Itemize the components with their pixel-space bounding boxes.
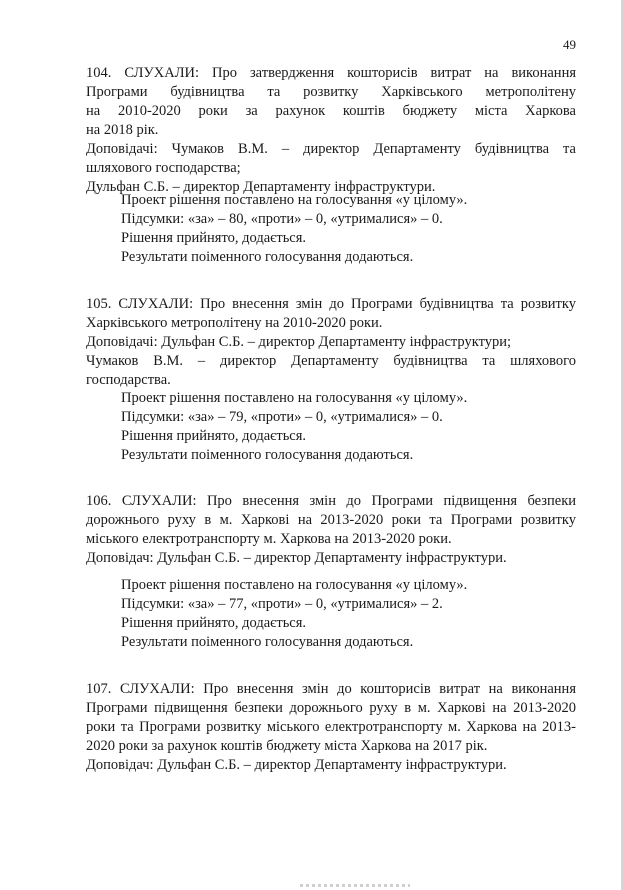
speaker-line: шляхового господарства; [86,160,241,176]
scan-artifact [300,884,410,887]
page-number: 49 [563,37,576,52]
item-line: роки та Програми розвитку міського електротранспорту м. Харкова на 2013- [86,719,576,735]
vote-decision: Рішення прийнято, додається. [121,230,307,246]
vote-attached: Результати поіменного голосування додаються. [121,249,414,265]
vote-block-106 [121,576,467,652]
item-line: Програми підвищення безпеки дорожнього руху в м. Харкові на 2013-2020 [86,700,576,716]
speaker-line: господарства. [86,372,171,388]
speaker-line: Дульфан С.Б. – директор Департаменту інфраструктури. [86,179,436,195]
item-line: на 2010-2020 роки за рахунок коштів бюджету міста Харкова [86,103,576,119]
item-line: 104. СЛУХАЛИ: Про затвердження кошторисів витрат на виконання [86,65,576,81]
item-line: 2020 роки за рахунок коштів бюджету міста Харкова на 2017 рік. [86,738,488,754]
vote-project: Проект рішення поставлено на голосування «у цілому». [121,577,468,593]
vote-project: Проект рішення поставлено на голосування «у цілому». [121,390,468,406]
vote-decision: Рішення прийнято, додається. [121,428,307,444]
vote-attached: Результати поіменного голосування додаються. [121,447,414,463]
vote-results: Підсумки: «за» – 77, «проти» – 0, «утрималися» – 2. [121,596,443,612]
agenda-item-106 [86,492,576,568]
vote-attached: Результати поіменного голосування додаються. [121,634,414,650]
vote-decision: Рішення прийнято, додається. [121,615,307,631]
agenda-item-107 [86,680,576,775]
item-line: дорожнього руху в м. Харкові на 2013-2020 роки та Програми розвитку [86,512,576,528]
speaker-line: Доповідачі: Дульфан С.Б. – директор Департаменту інфраструктури; [86,334,512,350]
vote-results: Підсумки: «за» – 79, «проти» – 0, «утрималися» – 0. [121,409,443,425]
item-line: 105. СЛУХАЛИ: Про внесення змін до Програми будівництва та розвитку [86,296,576,312]
speaker-line: Чумаков В.М. – директор Департаменту будівництва та шляхового [86,353,576,369]
item-line: на 2018 рік. [86,122,159,138]
vote-block-105 [121,389,467,465]
item-line: Харківського метрополітену на 2010-2020 роки. [86,315,383,331]
agenda-item-104 [86,64,576,197]
item-line: Програми будівництва та розвитку Харківського метрополітену [86,84,576,100]
speaker-line: Доповідачі: Чумаков В.М. – директор Департаменту будівництва та [86,141,576,157]
item-line: 106. СЛУХАЛИ: Про внесення змін до Програми підвищення безпеки [86,493,576,509]
item-line: 107. СЛУХАЛИ: Про внесення змін до кошторисів витрат на виконання [86,681,576,697]
agenda-item-105 [86,295,576,390]
vote-project: Проект рішення поставлено на голосування «у цілому». [121,192,468,208]
vote-block-104 [121,191,467,267]
vote-results: Підсумки: «за» – 80, «проти» – 0, «утрималися» – 0. [121,211,443,227]
speaker-line: Доповідач: Дульфан С.Б. – директор Департаменту інфраструктури. [86,757,507,773]
speaker-line: Доповідач: Дульфан С.Б. – директор Департаменту інфраструктури. [86,550,507,566]
item-line: міського електротранспорту м. Харкова на 2013-2020 роки. [86,531,452,547]
